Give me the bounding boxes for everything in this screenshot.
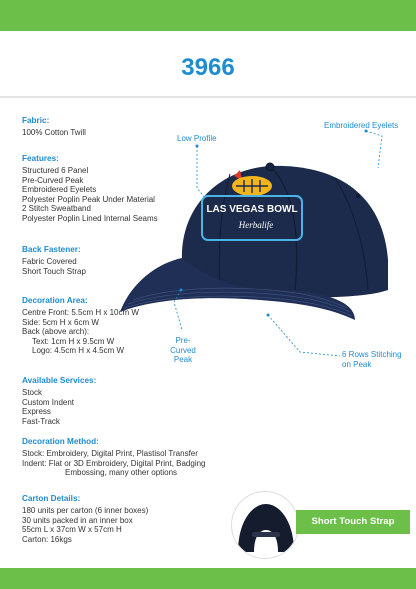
spec-line: Embossing, many other options [65,468,178,478]
spec-line: Side: 5cm H x 6cm W [22,317,99,327]
spec-line: Stock: Embroidery, Digital Print, Plastisol Transfer [22,449,198,458]
spec-line: 100% Cotton Twill [22,128,86,137]
spec-line: Structured 6 Panel [22,166,89,175]
callout-pre-curved-peak [163,336,203,365]
cap-back-icon [232,492,299,559]
spec-line: 2 Stitch Sweatband [22,204,91,214]
spec-line: Stock [22,388,43,397]
spec-line: Centre Front: 5.5cm H x 10cm W [22,308,139,317]
section-title: Decoration Method: [22,437,99,446]
cap-logo-script: Herbalife [238,220,274,230]
spec-line: Back (above arch): [22,327,90,337]
spec-line: Logo: 4.5cm H x 4.5cm W [32,346,125,356]
spec-line: Pre-Curved Peak [22,175,84,185]
section-title: Back Fastener: [22,245,81,254]
spec-line: Fast-Track [22,416,60,426]
section-title: Available Services: [22,376,97,385]
spec-line: Indent: Flat or 3D Embroidery, Digital Print, Badging [22,458,206,468]
bottom-green-bar [0,568,416,589]
spec-line: Carton: 16kgs [22,534,72,544]
spec-line: Custom Indent [22,397,75,407]
spec-line: 30 units packed in an inner box [22,515,133,525]
callout-line: Pre-Curved [170,336,196,355]
spec-line: Express [22,407,51,417]
spec-line: 180 units per carton (6 inner boxes) [22,506,149,515]
callout-line: 6 Rows Stitching [342,350,402,359]
section-title: Features: [22,154,59,163]
spec-line: Polyester Poplin Peak Under Material [22,194,155,204]
short-touch-strap-label: Short Touch Strap [296,510,410,534]
spec-line: Polyester Poplin Lined Internal Seams [22,213,158,223]
spec-line: Text: 1cm H x 9.5cm W [32,336,115,346]
section-title: Decoration Area: [22,296,88,305]
callout-6-rows-stitching [342,350,402,369]
callout-embroidered-eyelets: Embroidered Eyelets [324,121,399,130]
spec-line: Embroidered Eyelets [22,185,97,195]
section-title: Fabric: [22,116,50,125]
product-model-number: 3966 [181,54,235,81]
section-title: Carton Details: [22,494,81,503]
spec-line: Fabric Covered [22,257,77,266]
callout-line: Peak [173,355,193,364]
callout-line: on Peak [342,359,372,369]
spec-line: 55cm L x 37cm W x 57cm H [22,525,122,535]
short-touch-strap-thumbnail [231,491,299,559]
cap-logo-text: LAS VEGAS BOWL [206,204,298,215]
callout-low-profile: Low Profile [177,134,217,143]
spec-line: Short Touch Strap [22,266,86,276]
